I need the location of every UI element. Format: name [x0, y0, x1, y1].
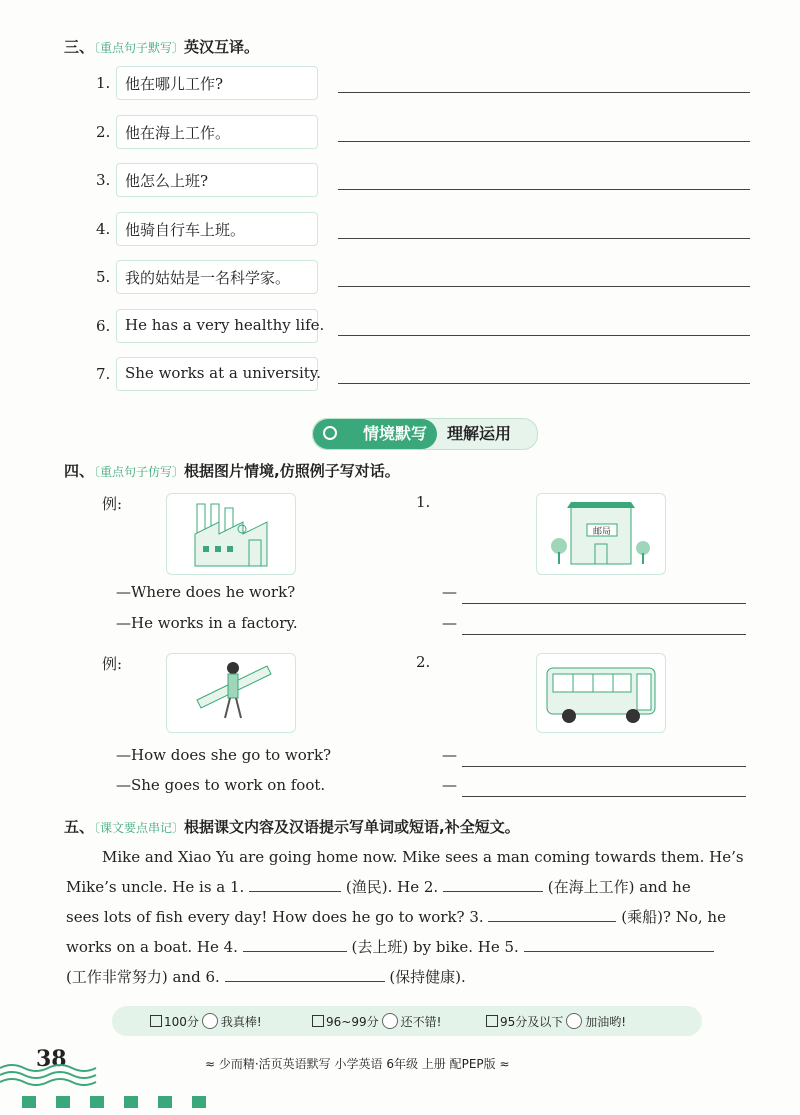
- post-office-sign: 邮局: [592, 527, 612, 537]
- blank-5[interactable]: [524, 935, 714, 952]
- prompt-box: She works at a university.: [116, 357, 318, 391]
- answer-line[interactable]: [338, 189, 750, 190]
- decor-square: [90, 1096, 104, 1108]
- prompt-box: 他骑自行车上班。: [116, 212, 318, 246]
- section5-tag: 〔课文要点串记〕: [94, 821, 185, 835]
- item-number: 6.: [96, 316, 111, 335]
- decor-square: [124, 1096, 138, 1108]
- factory-image: [166, 493, 296, 575]
- checkbox-icon[interactable]: [486, 1015, 498, 1027]
- self-assessment-bar: [112, 1006, 702, 1036]
- question2-label: 2.: [416, 653, 431, 671]
- walking-image: [166, 653, 296, 733]
- example2-label: 例:: [102, 655, 123, 673]
- q2-question-line[interactable]: [462, 766, 746, 767]
- section3-heading: 三、〔重点句子默写〕英汉互译。: [64, 38, 260, 56]
- passage: Mike and Xiao Yu are going home now. Mike sees a man coming towards them. He’s Mike’s uncle. He is a 1. (渔民). He 2. (在海上工作) and he sees lots of fish every day! How does he go to work? 3. (乘船)? No, he works on a boat. He 4. (去上班) by bike. He 5. (工作非常努力) and 6. (保持健康).: [66, 848, 744, 986]
- score-option-3[interactable]: 95分及以下 加油哟!: [486, 1013, 626, 1030]
- prompt-box: 他在海上工作。: [116, 115, 318, 149]
- decor-square: [192, 1096, 206, 1108]
- section4-tag: 〔重点句子仿写〕: [94, 465, 185, 479]
- item-number: 7.: [96, 365, 111, 383]
- question1-label: 1.: [416, 493, 431, 511]
- answer-line[interactable]: [338, 286, 750, 287]
- example1-question: —Where does he work?: [116, 583, 296, 601]
- factory-icon: [167, 494, 295, 574]
- item-number: 2.: [96, 122, 111, 141]
- cheer-face-icon: [566, 1013, 582, 1029]
- medal-icon: [323, 426, 337, 440]
- blank-3[interactable]: [488, 905, 616, 922]
- page-number: 38: [36, 1046, 67, 1072]
- blank-2[interactable]: [443, 875, 543, 892]
- score-option-1[interactable]: 100分 我真棒!: [150, 1013, 262, 1030]
- neutral-face-icon: [382, 1013, 398, 1029]
- blank-4[interactable]: [243, 935, 347, 952]
- decor-square: [158, 1096, 172, 1108]
- answer-line[interactable]: [338, 383, 750, 384]
- bus-icon: [537, 654, 665, 732]
- q2-answer-line[interactable]: [462, 796, 746, 797]
- answer-line[interactable]: [338, 92, 750, 93]
- decor-square: [56, 1096, 70, 1108]
- post-office-image: [536, 493, 666, 575]
- item-number: 5.: [96, 268, 111, 286]
- example2-question: —How does she go to work?: [116, 746, 332, 764]
- checkbox-icon[interactable]: [150, 1015, 162, 1027]
- post-office-icon: [537, 494, 665, 574]
- bus-image: [536, 653, 666, 733]
- example2-answer: —She goes to work on foot.: [116, 776, 326, 794]
- prompt-box: He has a very healthy life.: [116, 309, 318, 343]
- example1-label: 例:: [102, 495, 123, 513]
- blank-1[interactable]: [249, 875, 341, 892]
- answer-line[interactable]: [338, 238, 750, 239]
- wave-decoration-icon: [0, 1062, 100, 1086]
- q1-question-line[interactable]: [462, 603, 746, 604]
- item-number: 3.: [96, 171, 111, 189]
- item-number: 1.: [96, 74, 111, 92]
- checkbox-icon[interactable]: [312, 1015, 324, 1027]
- prompt-box: 他怎么上班?: [116, 163, 318, 197]
- answer-line[interactable]: [338, 335, 750, 336]
- section5-heading: 五、〔课文要点串记〕根据课文内容及汉语提示写单词或短语,补全短文。: [64, 818, 520, 836]
- section-banner: 情境默写 理解运用: [312, 418, 538, 450]
- score-option-2[interactable]: 96~99分 还不错!: [312, 1013, 441, 1030]
- prompt-box: 我的姑姑是一名科学家。: [116, 260, 318, 294]
- book-info: ≈ 少而精·活页英语默写 小学英语 6年级 上册 配PEP版 ≈: [205, 1057, 510, 1071]
- decor-square: [22, 1096, 36, 1108]
- prompt-box: 他在哪儿工作?: [116, 66, 318, 100]
- answer-line[interactable]: [338, 141, 750, 142]
- walking-woman-icon: [167, 654, 295, 732]
- q1-answer-line[interactable]: [462, 634, 746, 635]
- item-number: 4.: [96, 219, 111, 238]
- example1-answer: —He works in a factory.: [116, 614, 298, 632]
- banner-left: 情境默写: [313, 419, 437, 449]
- smile-face-icon: [202, 1013, 218, 1029]
- section4-heading: 四、〔重点句子仿写〕根据图片情境,仿照例子写对话。: [64, 462, 400, 480]
- section3-tag: 〔重点句子默写〕: [94, 41, 185, 55]
- blank-6[interactable]: [225, 965, 385, 982]
